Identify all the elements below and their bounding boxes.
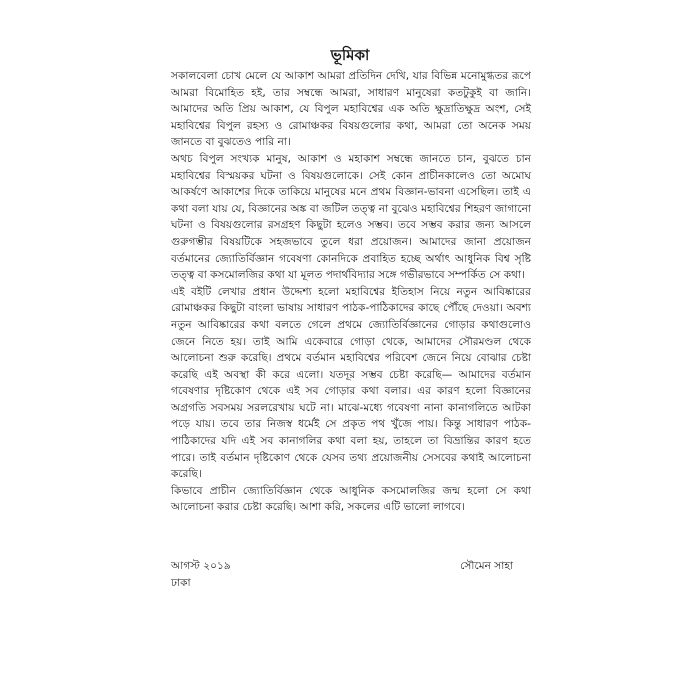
paragraph-1: সকালবেলা চোখ মেলে যে আকাশ আমরা প্রতিদিন দেখি, যার বিভিন্ন মনোমুগ্ধতর রূপে আমরা বিমোহিত হই, তার সম্বন্ধে আমরা, সাধারণ মানুষেরা কতটুকুই বা জানি। আমাদের অতি প্রিয় আকাশ, যে বিপুল মহাবিশ্বের এক অতি ক্ষুদ্রাতিক্ষুদ্র অংশ, সেই মহাবিশ্বের বিপুল রহস্য ও রোমাঞ্চকর বিষয়গুলোর কথা, আমরা তো অনেক সময় জানতে বা বুঝতেও পারি না। — [171, 70, 531, 149]
paragraph-3: এই বইটি লেখার প্রধান উদ্দেশ্য হলো মহাবিশ্বের ইতিহাস নিয়ে নতুন আবিষ্কারের রোমাঞ্চকর কিছুটা বাংলা ভাষায় সাধারণ পাঠক-পাঠিকাদের কাছে পৌঁছে দেওয়া। অবশ্য নতুন আবিষ্কারের কথা বলতে গেলে প্রথমে জ্যোতির্বিজ্ঞানের গোড়ার কথাগুলোও জেনে নিতে হয়। তাই আমি একেবারে গোড়া থেকে, আমাদের সৌরমণ্ডল থেকে আলোচনা শুরু করেছি। প্রথমে বর্তমান মহাবিশ্বের পরিবেশ জেনে নিয়ে বোঝার চেষ্টা করেছি এই অবস্থা কী করে এলো। যতদূর সম্ভব চেষ্টা করেছি— আমাদের বর্তমান গবেষণার দৃষ্টিকোণ থেকে এই সব গোড়ার কথা বলার। এর কারণ হলো বিজ্ঞানের অগ্রগতি সবসময় সরলরেখায় ঘটে না। মাঝে-মধ্যে গবেষণা নানা কানাগলিতে আটকা পড়ে যায়। তবে তার নিজস্ব ধর্মেই সে প্রকৃত পথ খুঁজে পায়। কিন্তু সাধারণ পাঠক-পাঠিকাদের যদি এই সব কানাগলির কথা বলা হয়, তাহলে তা বিভ্রান্তির কারণ হতে পারে। তাই বর্তমান দৃষ্টিকোণ থেকে যেসব তথ্য প্রয়োজনীয় সেসবের কথাই আলোচনা করেছি। — [171, 285, 531, 481]
place-line: ঢাকা — [171, 576, 191, 589]
author-name: সৌমেন সাহা — [460, 560, 513, 572]
page-title: ভূমিকা — [330, 46, 370, 64]
signoff-row — [171, 558, 531, 575]
paragraph-2: অথচ বিপুল সংখ্যক মানুষ, আকাশ ও মহাকাশ সম্বন্ধে জানতে চান, বুঝতে চান মহাবিশ্বের বিস্ময়কর ঘটনা ও বিষয়গুলোকে। সেই কোন প্রাচীনকালেও তো অমোঘ আকর্ষণে আকাশের দিকে তাকিয়ে মানুষের মনে প্রথম বিজ্ঞান-ভাবনা এসেছিল। তাই এ কথা বলা যায় যে, বিজ্ঞানের অঙ্ক বা জটিল তত্ত্ব না বুঝেও মহাবিশ্বের শিহরণ জাগানো ঘটনা ও বিষয়গুলোর রসগ্রহণ কিছুটা হলেও সম্ভব। তবে সম্ভব করার জন্য আসলে গুরুগম্ভীর বিষয়টিকে সহজভাবে তুলে ধরা প্রয়োজন। আমাদের জানা প্রয়োজন বর্তমানের জ্যোতির্বিজ্ঞান গবেষণা কোনদিকে প্রবাহিত হচ্ছে অর্থাৎ আধুনিক বিশ্ব সৃষ্টি তত্ত্ব বা কসমোলজির কথা যা মূলত পদার্থবিদ্যার সঙ্গে গভীরভাবে সম্পর্কিত সে কথা। — [171, 152, 531, 282]
paragraph-4: কিভাবে প্রাচীন জ্যোতির্বিজ্ঞান থেকে আধুনিক কসমোলজির জন্ম হলো সে কথা আলোচনা করার চেষ্টা করেছি। আশা করি, সকলের এটি ভালো লাগবে। — [171, 484, 531, 514]
date-line: আগস্ট ২০১৯ — [171, 560, 231, 572]
preface-body — [171, 68, 531, 516]
signoff — [171, 558, 531, 591]
